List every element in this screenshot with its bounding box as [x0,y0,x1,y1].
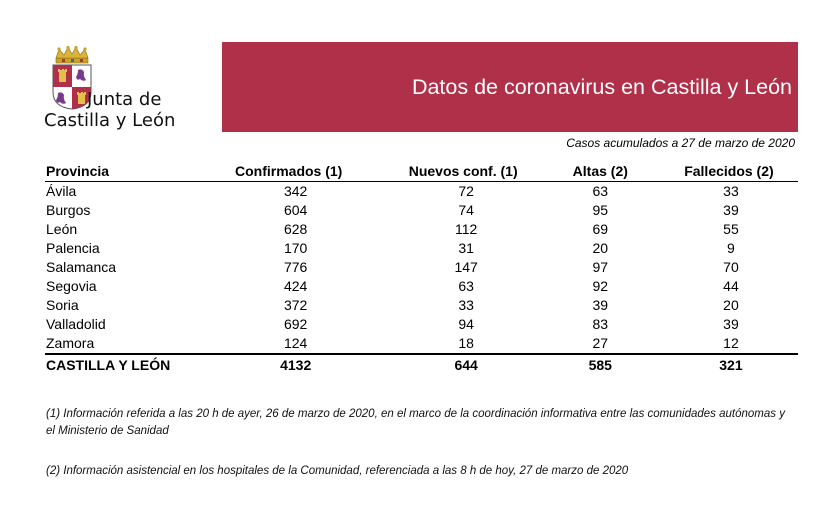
cell-confirmados: 776 [283,259,308,275]
cell-fallecidos: 12 [723,335,739,351]
cell-fallecidos: 33 [723,183,739,199]
table-row [45,201,798,220]
cell-confirmados: 628 [283,221,308,237]
cell-fallecidos: 39 [723,202,739,218]
header-fallecidos: Fallecidos (2) [684,163,774,179]
logo-text-line1: Junta de [87,89,162,110]
cell-confirmados: 170 [283,240,308,256]
cell-fallecidos: 39 [723,316,739,332]
total-label: CASTILLA Y LEÓN [46,356,171,373]
crown-icon [54,46,90,64]
junta-logo [40,46,185,130]
cell-nuevos: 72 [458,183,474,199]
header-nuevos-conf: Nuevos conf. (1) [408,163,518,179]
cell-provincia: Segovia [46,278,97,294]
table-row [45,239,798,258]
cell-nuevos: 18 [458,335,474,351]
header-altas: Altas (2) [572,163,628,179]
total-confirmados: 4132 [280,356,312,373]
total-altas: 585 [588,356,612,373]
cell-confirmados: 124 [283,335,308,351]
table-row [45,277,798,296]
total-fallecidos: 321 [719,356,743,373]
cell-provincia: Palencia [46,240,100,256]
cell-altas: 20 [592,240,609,256]
table-total-row [45,354,798,375]
cell-confirmados: 692 [283,316,308,332]
table-header-row [45,161,798,182]
cell-altas: 92 [592,278,609,294]
cell-provincia: Zamora [46,335,95,351]
cell-confirmados: 372 [283,297,308,313]
title-banner [222,42,798,132]
cell-nuevos: 112 [455,221,478,237]
cell-confirmados: 604 [283,202,308,218]
table-row [45,220,798,239]
cell-confirmados: 424 [283,278,308,294]
cell-provincia: Valladolid [46,316,106,332]
cell-altas: 83 [592,316,609,332]
cell-provincia: Salamanca [46,259,117,275]
cell-fallecidos: 70 [723,259,739,275]
cell-nuevos: 33 [458,297,474,313]
total-nuevos: 644 [454,356,478,373]
table-row [45,315,798,334]
table-row [45,258,798,277]
cell-fallecidos: 20 [723,297,739,313]
table-row [45,296,798,315]
cell-confirmados: 342 [283,183,308,199]
header-confirmados: Confirmados (1) [235,163,343,179]
cell-provincia: Ávila [46,183,77,199]
cell-provincia: Burgos [46,202,91,218]
cell-fallecidos: 44 [723,278,739,294]
cell-fallecidos: 55 [723,221,739,237]
coat-of-arms-icon [52,64,92,110]
footnote-1: (1) Información referida a las 20 h de ayer, 26 de marzo de 2020, en el marco de la coordinación informativa entre las comunidades autónomas y el Ministerio de Sanidad [46,408,785,437]
cell-altas: 95 [592,202,609,218]
report-date-subtitle: Casos acumulados a 27 de marzo de 2020 [566,136,795,150]
table-row [45,334,798,354]
banner-title: Datos de coronavirus en Castilla y León [411,75,792,99]
cell-provincia: León [46,221,78,237]
cell-nuevos: 31 [458,240,474,256]
table-row [45,182,798,202]
logo-text-line2: Castilla y León [44,110,176,131]
cell-fallecidos: 9 [727,240,735,256]
cell-nuevos: 74 [458,202,474,218]
cell-nuevos: 147 [454,259,478,275]
cell-altas: 63 [592,183,609,199]
cell-nuevos: 63 [458,278,474,294]
cell-altas: 27 [592,335,609,351]
cell-altas: 39 [592,297,609,313]
cell-provincia: Soria [46,297,79,313]
cell-altas: 69 [592,221,609,237]
cell-altas: 97 [592,259,609,275]
footnote-2: (2) Información asistencial en los hospitales de la Comunidad, referenciada a las 8 h de hoy, 27 de marzo de 2020 [46,465,629,477]
cell-nuevos: 94 [458,316,474,332]
cases-table [45,161,798,375]
header-provincia: Provincia [46,163,110,179]
